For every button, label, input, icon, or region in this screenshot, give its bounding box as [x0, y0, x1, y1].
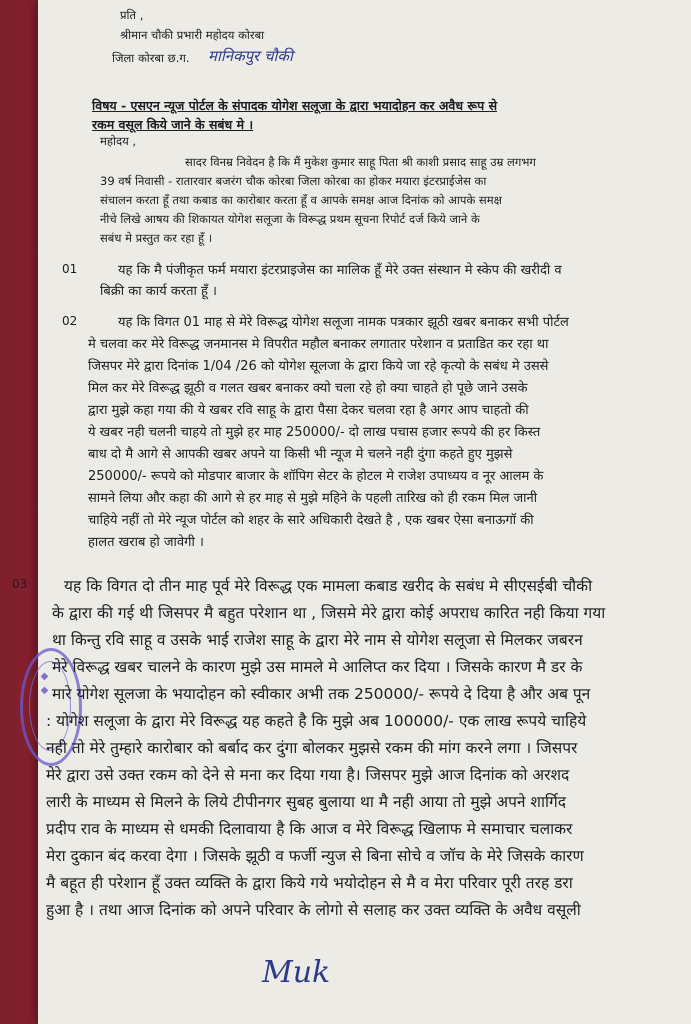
- intro-line: नीचे लिखे आषय की शिकायत योगेश सलूजा के विरूद्ध प्रथम सूचना रिपोर्ट दर्ज किये जाने के: [100, 212, 480, 226]
- p02-line: मिल कर मेरे विरूद्ध झूठी व गलत खबर बनाकर क्यो चला रहे हो क्या चाहते हो पूछे जाने उसके: [88, 381, 528, 396]
- p02-line: ये खबर नही चलनी चाहये तो मुझे हर माह 250000/- दो लाख पचास हजार रूपये की हर किस्त: [88, 425, 541, 440]
- p03-line: मेरे द्वारा उसे उक्त रकम को देने से मना कर दिया गया है। जिसपर मुझे आज दिनांक को अरशद: [46, 766, 570, 784]
- p01-line: बिक्री का कार्य करता हूँ ।: [100, 284, 217, 299]
- p03-line: था किन्तु रवि साहू व उसके भाई राजेश साहू के द्वारा मेरे नाम से योगेश सलूजा से मिलकर जबरन: [52, 631, 583, 649]
- intro-line: संचालन करता हूँ तथा कबाड का कारोबार करता हूँ व आपके समक्ष आज दिनांक को आपके समक्ष: [100, 193, 502, 207]
- p03-line: के द्वारा की गई थी जिसपर मै बहुत परेशान था , जिसमे मेरे द्वारा कोई अपराध कारित नही किया गया: [52, 604, 606, 622]
- p02-line: हालत खराब हो जावेगी ।: [88, 535, 204, 550]
- intro-line: सबंध मे प्रस्तुत कर रहा हूँ ।: [100, 231, 213, 245]
- p03-line: लारी के माध्यम से मिलने के लिये टीपीनगर सुबह बुलाया था मै नही आया तो मुझे अपने शार्गिद: [46, 793, 566, 811]
- intro-line: 39 वर्ष निवासी - रातारवार बजरंग चौक कोरबा जिला कोरबा का होकर मयारा इंटरप्राईजेस का: [100, 174, 487, 188]
- p02-line: बाध दो मै आगे से आपकी खबर अपने या किसी भी न्यूज मे चलने नही दुंगा कहते हुए मुझसे: [88, 447, 513, 462]
- p02-line: जिसपर मेरे द्वारा दिनांक 1/04 /26 को योगेश सूलजा के द्वारा किये जा रहे कृत्यो के सबंध मे उससे: [88, 359, 549, 374]
- paragraph-number-01: 01: [62, 262, 78, 276]
- intro-line: सादर विनम्र निवेदन है कि मैं मुकेश कुमार साहू पिता श्री काशी प्रसाद साहू उम्र लगभग: [185, 155, 536, 169]
- p03-line: हुआ है । तथा आज दिनांक को अपने परिवार के लोगो से सलाह कर उक्त व्यक्ति के अवैध वसूली: [46, 901, 581, 919]
- paragraph-number-03: 03: [12, 577, 28, 591]
- p03-line: मै बहूत ही परेशान हूँ उक्त व्यक्ति के द्वारा किये गये भयोदोहन से मै व मेरा परिवार पूरी तरह डरा: [46, 874, 573, 892]
- salutation: महोदय ,: [100, 134, 137, 148]
- p02-line: चाहिये नहीं तो मेरे न्यूज पोर्टल को शहर के सारे अधिकारी देखते है , एक खबर ऐसा बनाऊगॉ की: [88, 513, 534, 528]
- subject-line-2: रकम वसूल किये जाने के सबंध मे ।: [92, 117, 254, 132]
- address-to: प्रति ,: [120, 8, 144, 22]
- p03-line: मेरा दुकान बंद करवा देगा । जिसके झूठी व फर्जी न्युज से बिना सोचे व जॉच के मेरे जिसके कारण: [46, 847, 584, 865]
- address-recipient: श्रीमान चौकी प्रभारी महोदय कोरबा: [120, 28, 265, 42]
- p03-line: यह कि विगत दो तीन माह पूर्व मेरे विरूद्ध एक मामला कबाड खरीद के सबंध मे सीएसईबी चौकी: [64, 577, 593, 595]
- p02-line: यह कि विगत 01 माह से मेरे विरूद्ध योगेश सलूजा नामक पत्रकार झूठी खबर बनाकर सभी पोर्टल: [118, 315, 569, 330]
- p03-line: मारे योगेश सूलजा के भयादोहन को स्वीकार अभी तक 250000/- रूपये दे दिया है और अब पून: [52, 685, 591, 703]
- handwritten-note: मानिकपुर चौकी: [208, 47, 293, 65]
- p03-line: : योगेश सलूजा के द्वारा मेरे विरूद्ध यह कहते है कि मुझे अब 100000/- एक लाख रूपये चाहिये: [46, 712, 587, 730]
- p02-line: सामने लिया और कहा की आगे से हर माह से मुझे महिने के पहली तारिख को ही रकम मिल जानी: [88, 491, 538, 506]
- p03-line: मेरे विरूद्ध खबर चालने के कारण मुझे उस मामले मे आलिप्त कर दिया । जिसके कारण मै डर के: [52, 658, 583, 676]
- stamp-text: ◆ ◆: [39, 671, 50, 697]
- subject-line-1: विषय - एसएन न्यूज पोर्टल के संपादक योगेश सलूजा के द्वारा भयादोहन कर अवैध रूप से: [92, 98, 498, 113]
- p02-line: द्वारा मुझे कहा गया की ये खबर रवि साहू के द्वारा पैसा देकर चलवा रहा है अगर आप चाहतो की: [88, 403, 529, 418]
- p01-line: यह कि मै पंजीकृत फर्म मयारा इंटरप्राइजेस का मालिक हूँ मेरे उक्त संस्थान मे स्केप की खरीदी व: [118, 263, 562, 278]
- address-district: जिला कोरबा छ.ग.: [112, 51, 190, 65]
- p02-line: मे चलवा कर मेरे विरूद्ध जनमानस मे विपरीत महौल बनाकर लगातार परेशान व प्रताडित कर रहा था: [88, 337, 549, 352]
- p03-line: प्रदीप राव के माध्यम से धमकी दिलावाया है कि आज व मेरे विरूद्ध खिलाफ मे समाचार चलाकर: [46, 820, 573, 838]
- paragraph-number-02: 02: [62, 314, 78, 328]
- p03-line: नही तो मेरे तुम्हारे कारोबार को बर्बाद कर दुंगा बोलकर मुझसे रकम की मांग करने लगा । जिसपर: [46, 739, 578, 757]
- signature: Muk: [262, 955, 331, 990]
- p02-line: 250000/- रूपये को मोडपार बाजार के शॉपिग सेटर के होटल मे राजेश उपाध्यय व नूर आलम के: [88, 469, 544, 484]
